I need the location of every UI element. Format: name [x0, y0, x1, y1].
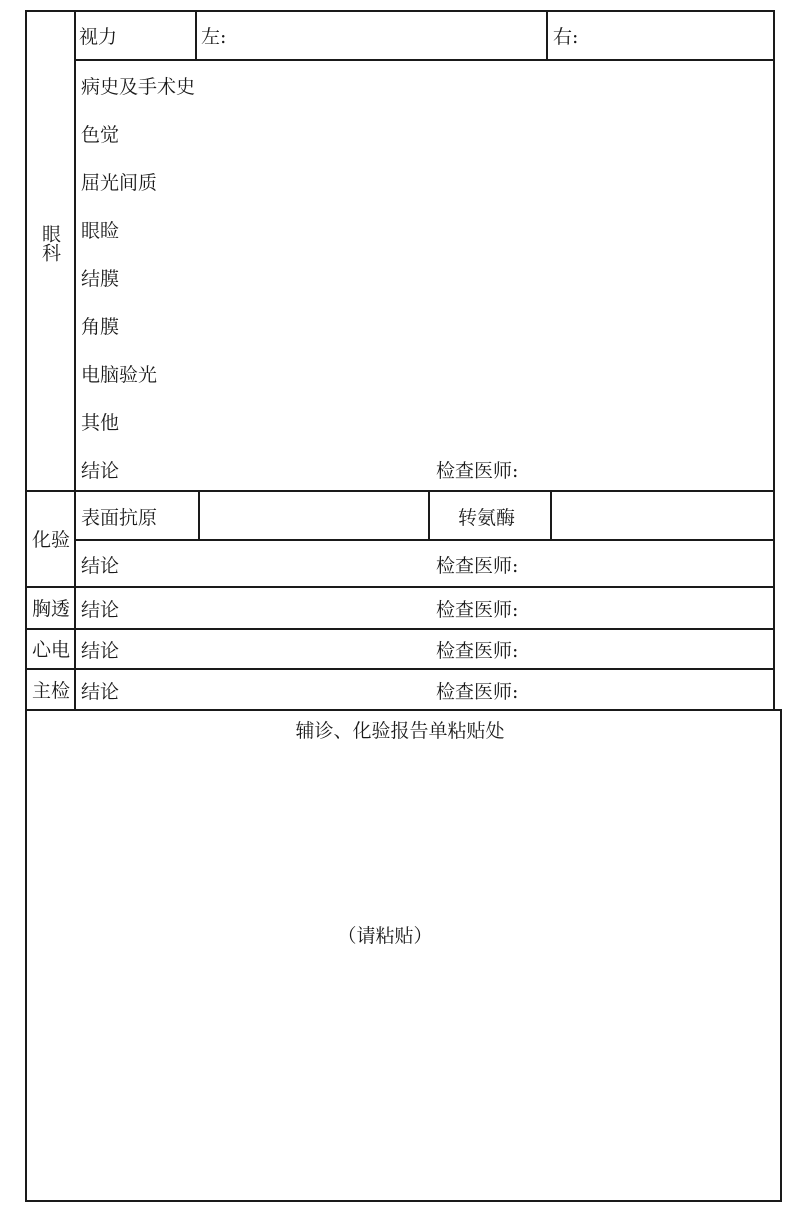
vision-label: 视力 [79, 26, 118, 48]
lab-divider-1 [198, 490, 200, 540]
eye-item-conjunctiva: 结膜 [81, 268, 120, 290]
lab-divider-2 [428, 490, 430, 540]
enzyme-label: 转氨酶 [458, 507, 516, 529]
antigen-label: 表面抗原 [81, 507, 158, 529]
chest-conclusion-label: 结论 [81, 599, 120, 621]
lab-doctor-label: 检查医师: [436, 555, 519, 577]
eye-item-cornea: 角膜 [81, 316, 120, 338]
ecg-section-label: 心电 [31, 639, 70, 661]
ecg-row-bottom [25, 668, 775, 670]
eye-item-refraction: 电脑验光 [81, 364, 158, 386]
eye-section-label: 眼科 [39, 224, 61, 262]
attach-border-right [780, 709, 782, 1202]
chest-doctor-label: 检查医师: [436, 599, 519, 621]
attachment-placeholder: （请粘贴） [337, 925, 433, 947]
eye-item-color-vision: 色觉 [81, 124, 120, 146]
eye-item-refractive-media: 屈光间质 [81, 172, 158, 194]
eye-item-other: 其他 [81, 412, 120, 434]
form-border-right [773, 10, 775, 710]
vision-left-label: 左: [201, 26, 227, 48]
main-conclusion-label: 结论 [81, 681, 120, 703]
ecg-conclusion-label: 结论 [81, 640, 120, 662]
main-row-bottom [25, 709, 782, 711]
form-border-bottom [25, 1200, 782, 1202]
chest-section-label: 胸透 [31, 598, 70, 620]
lab-conclusion-label: 结论 [81, 555, 120, 577]
vision-right-label: 右: [553, 26, 579, 48]
attachment-title: 辅诊、化验报告单粘贴处 [295, 720, 505, 742]
eye-item-eyelid: 眼睑 [81, 220, 120, 242]
vision-divider-1 [195, 10, 197, 60]
main-doctor-label: 检查医师: [436, 681, 519, 703]
lab-row-divider [74, 539, 775, 541]
vision-row-bottom [74, 59, 775, 61]
eye-conclusion-label: 结论 [81, 460, 120, 482]
chest-row-bottom [25, 628, 775, 630]
eye-item-history: 病史及手术史 [81, 76, 196, 98]
vision-divider-2 [546, 10, 548, 60]
lab-divider-3 [550, 490, 552, 540]
form-border-top [25, 10, 775, 12]
lab-section-label: 化验 [31, 529, 70, 551]
lab-section-bottom [25, 586, 775, 588]
eye-doctor-label: 检查医师: [436, 460, 519, 482]
ecg-doctor-label: 检查医师: [436, 640, 519, 662]
main-section-label: 主检 [31, 680, 70, 702]
eye-section-bottom [25, 490, 775, 492]
